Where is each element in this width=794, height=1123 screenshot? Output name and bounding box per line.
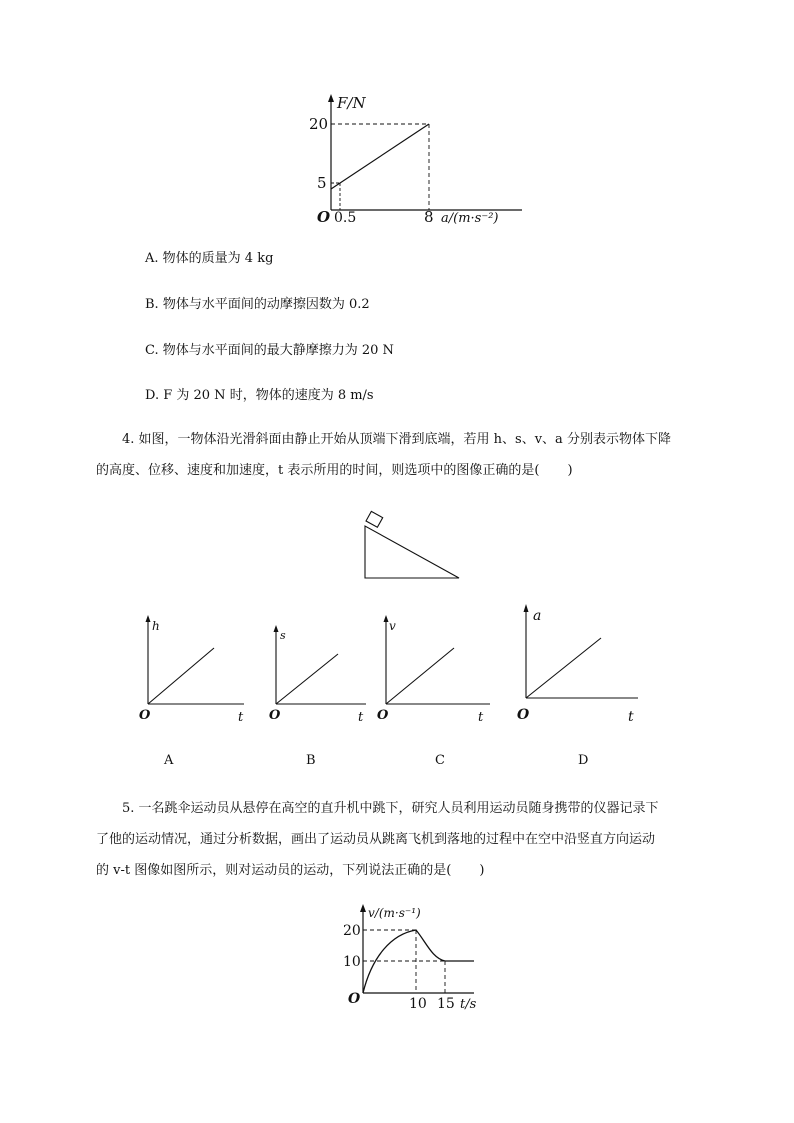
y-tick-20: 20 bbox=[343, 923, 361, 939]
block-on-incline bbox=[366, 511, 383, 527]
x-axis-label: a/(m·s⁻²) bbox=[441, 211, 499, 226]
y-tick-20: 20 bbox=[309, 115, 329, 133]
y-arrow bbox=[274, 625, 279, 632]
graph-force-acceleration bbox=[300, 88, 530, 228]
question-4-line2 bbox=[96, 455, 716, 486]
graph-h-t bbox=[132, 612, 252, 724]
choice-label-c: C bbox=[435, 753, 445, 768]
y-label-a: a bbox=[533, 608, 542, 624]
s-t-line bbox=[276, 654, 338, 704]
question-5 bbox=[96, 793, 716, 886]
y-label-h: h bbox=[152, 619, 160, 633]
question-5-line1: 5. 一名跳伞运动员从悬停在高空的直升机中跳下，研究人员利用运动员随身携带的仪器记录下 bbox=[122, 801, 659, 816]
origin-o: O bbox=[377, 708, 389, 723]
y-arrow bbox=[146, 615, 151, 622]
origin-label: O bbox=[348, 991, 361, 1007]
question-5-line3-close: ) bbox=[479, 863, 485, 878]
option-c: C. 物体与水平面间的最大静摩擦力为 20 N bbox=[145, 343, 394, 358]
origin-label: O bbox=[317, 208, 331, 226]
h-t-line bbox=[148, 648, 214, 704]
y-label-s: s bbox=[280, 629, 286, 642]
x-tick-8: 8 bbox=[424, 208, 434, 226]
y-tick-10: 10 bbox=[343, 954, 361, 970]
choice-label-d: D bbox=[578, 753, 589, 768]
graph-velocity-time bbox=[336, 898, 506, 1016]
option-d: D. F 为 20 N 时，物体的速度为 8 m/s bbox=[145, 388, 374, 403]
x-tick-05: 0.5 bbox=[334, 210, 357, 226]
v-t-line bbox=[386, 648, 454, 704]
question-5-line3-text: 的 v-t 图像如图所示，则对运动员的运动，下列说法正确的是( bbox=[96, 863, 452, 878]
x-axis-label: t/s bbox=[460, 997, 477, 1012]
origin-o: O bbox=[269, 708, 281, 723]
y-axis-arrow bbox=[360, 904, 366, 912]
x-label-t: t bbox=[238, 710, 244, 724]
question-5-line2: 了他的运动情况，通过分析数据，画出了运动员从跳离飞机到落地的过程中在空中沿竖直方向运动 bbox=[96, 832, 656, 847]
graph-v-t-option bbox=[372, 612, 494, 724]
x-label-t: t bbox=[628, 709, 634, 724]
force-line bbox=[331, 124, 429, 189]
question-4-line2-text: 的高度、位移、速度和加速度，t 表示所用的时间，则选项中的图像正确的是( bbox=[96, 463, 540, 478]
incline-triangle bbox=[365, 526, 459, 578]
option-b: B. 物体与水平面间的动摩擦因数为 0.2 bbox=[145, 297, 370, 312]
y-axis-label: v/(m·s⁻¹) bbox=[368, 906, 421, 920]
choice-label-b: B bbox=[306, 753, 316, 768]
incline-figure bbox=[360, 506, 464, 582]
graph-s-t bbox=[264, 622, 374, 724]
x-tick-10: 10 bbox=[409, 996, 427, 1012]
question-4-line2-close: ) bbox=[567, 463, 573, 478]
question-5-line3 bbox=[96, 855, 716, 886]
y-arrow bbox=[524, 604, 529, 612]
question-4 bbox=[96, 424, 716, 486]
origin-o: O bbox=[139, 708, 151, 723]
option-a: A. 物体的质量为 4 kg bbox=[145, 251, 274, 266]
x-tick-15: 15 bbox=[437, 996, 455, 1012]
y-label-v: v bbox=[389, 619, 396, 633]
y-axis-arrow bbox=[328, 94, 334, 102]
origin-o: O bbox=[517, 707, 530, 723]
graph-a-t bbox=[512, 600, 644, 724]
choice-label-a: A bbox=[164, 753, 174, 768]
x-label-t: t bbox=[358, 710, 364, 724]
question-4-line1: 4. 如图，一物体沿光滑斜面由静止开始从顶端下滑到底端，若用 h、s、v、a 分别表示物体下降 bbox=[122, 432, 671, 447]
x-label-t: t bbox=[478, 710, 484, 724]
y-axis-label: F/N bbox=[337, 94, 366, 112]
a-t-line bbox=[526, 638, 601, 698]
y-arrow bbox=[384, 615, 389, 622]
y-tick-5: 5 bbox=[317, 174, 327, 192]
velocity-curve bbox=[363, 930, 474, 993]
